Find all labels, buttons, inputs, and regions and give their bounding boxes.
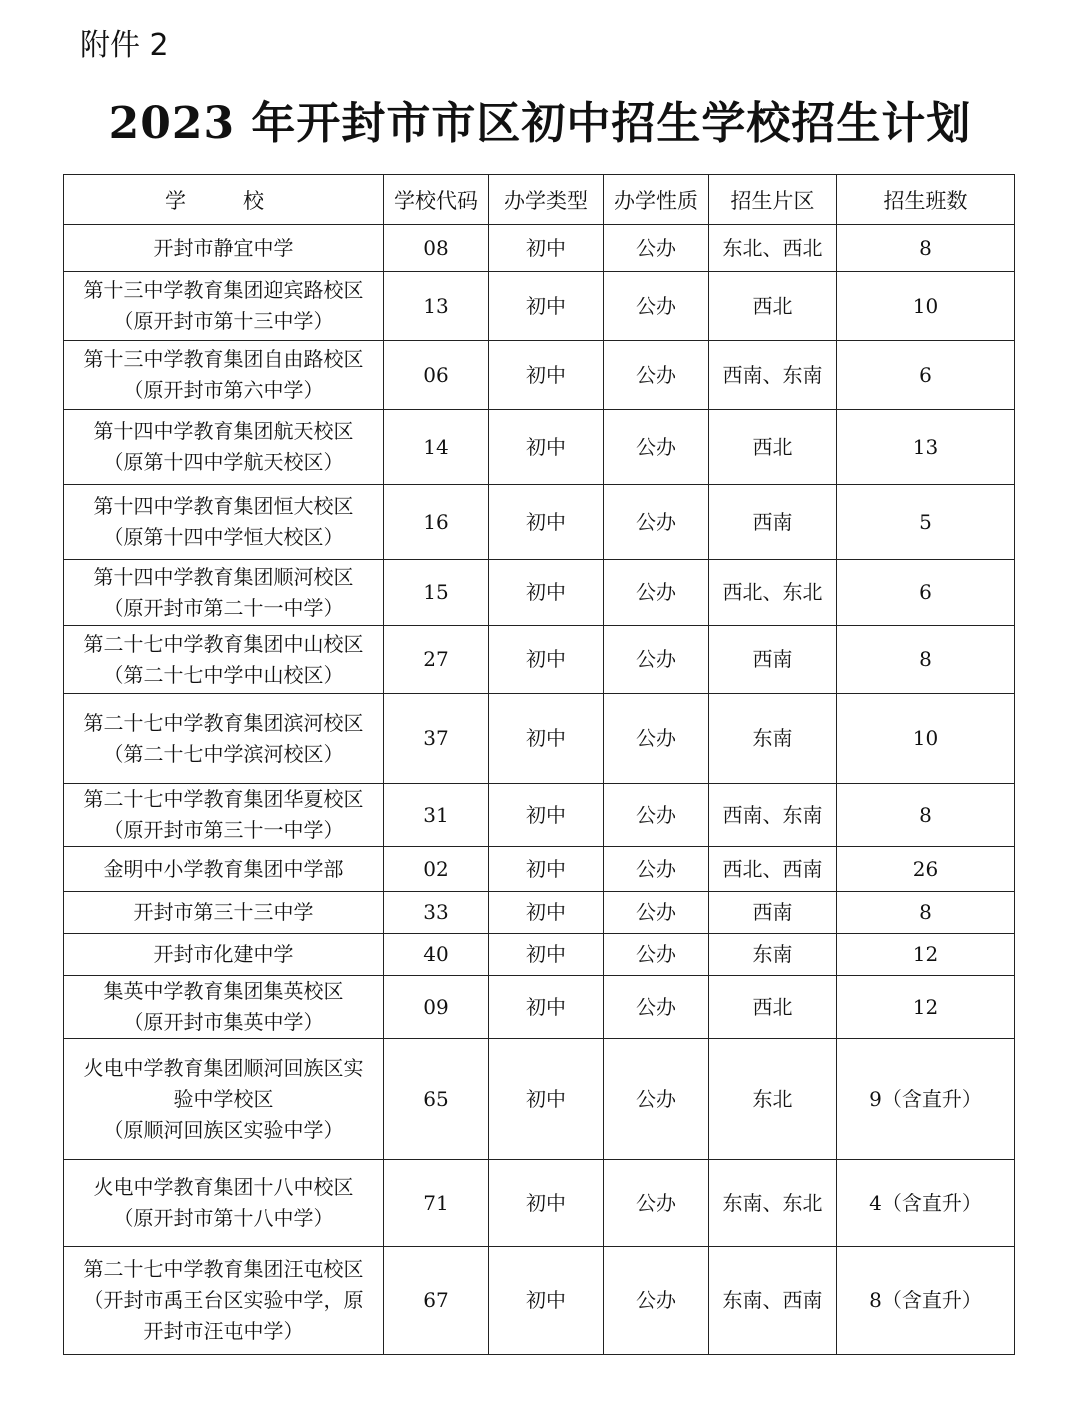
cell-code: 15 (384, 560, 489, 626)
cell-school (64, 847, 384, 892)
column-header-zone: 招生片区 (709, 175, 837, 225)
school-name-line: 集英中学教育集团集英校区 (103, 979, 344, 1003)
school-name-line: （原开封市集英中学） (123, 1010, 324, 1034)
school-name-line: （第二十七中学中山校区） (103, 662, 344, 687)
cell-zone: 东北、西北 (709, 225, 837, 272)
cell-classes: 10 (837, 272, 1015, 341)
cell-school (64, 560, 384, 626)
cell-classes: 6 (837, 560, 1015, 626)
cell-zone: 西北、西南 (709, 847, 837, 892)
cell-school (64, 1039, 384, 1160)
cell-classes: 5 (837, 485, 1015, 560)
cell-school (64, 225, 384, 272)
column-header-code: 学校代码 (384, 175, 489, 225)
cell-code: 40 (384, 934, 489, 976)
school-name-line: 开封市静宜中学 (153, 235, 294, 260)
cell-code: 27 (384, 626, 489, 694)
cell-zone: 西北 (709, 410, 837, 485)
cell-zone: 西南 (709, 892, 837, 934)
cell-classes: 8 (837, 626, 1015, 694)
table-row (64, 784, 1015, 847)
attachment-label: 附件 2 (80, 28, 169, 63)
table-row (64, 560, 1015, 626)
cell-nature: 公办 (604, 560, 709, 626)
cell-classes: 4（含直升） (837, 1160, 1015, 1247)
cell-type: 初中 (489, 892, 604, 934)
cell-classes: 9（含直升） (837, 1039, 1015, 1160)
school-name-line: 火电中学教育集团顺河回族区实 (83, 1055, 364, 1080)
cell-zone: 西南 (709, 626, 837, 694)
cell-classes: 8（含直升） (837, 1247, 1015, 1355)
cell-code: 13 (384, 272, 489, 341)
cell-zone: 东北 (709, 1039, 837, 1160)
table-row (64, 1160, 1015, 1247)
school-name-line: （第二十七中学滨河校区） (103, 741, 344, 766)
cell-school (64, 892, 384, 934)
table-row (64, 976, 1015, 1039)
school-name-line: 开封市汪屯中学） (143, 1319, 304, 1343)
cell-zone: 西南 (709, 485, 837, 560)
cell-school (64, 1160, 384, 1247)
cell-zone: 东南 (709, 934, 837, 976)
table-row (64, 892, 1015, 934)
cell-zone: 东南、西南 (709, 1247, 837, 1355)
cell-classes: 8 (837, 225, 1015, 272)
cell-code: 37 (384, 694, 489, 784)
school-name-line: 第二十七中学教育集团华夏校区 (83, 787, 364, 811)
cell-type: 初中 (489, 1160, 604, 1247)
cell-nature: 公办 (604, 1247, 709, 1355)
table-row (64, 694, 1015, 784)
cell-type: 初中 (489, 1247, 604, 1355)
cell-school (64, 410, 384, 485)
cell-type: 初中 (489, 485, 604, 560)
school-name-line: （原顺河回族区实验中学） (103, 1117, 344, 1142)
cell-school (64, 934, 384, 976)
school-name-line: 第二十七中学教育集团汪屯校区 (83, 1257, 364, 1281)
cell-school (64, 694, 384, 784)
school-name-line: 金明中小学教育集团中学部 (103, 856, 344, 881)
table-row (64, 272, 1015, 341)
cell-classes: 8 (837, 784, 1015, 847)
cell-type: 初中 (489, 1039, 604, 1160)
table-row (64, 410, 1015, 485)
cell-zone: 西北、东北 (709, 560, 837, 626)
cell-nature: 公办 (604, 784, 709, 847)
cell-school (64, 626, 384, 694)
cell-type: 初中 (489, 784, 604, 847)
column-header-type: 办学类型 (489, 175, 604, 225)
table-row (64, 341, 1015, 410)
cell-classes: 26 (837, 847, 1015, 892)
school-name-line: 第十四中学教育集团航天校区 (93, 419, 354, 443)
page-title: 2023 年开封市市区初中招生学校招生计划 (108, 98, 972, 149)
cell-zone: 西南、东南 (709, 784, 837, 847)
cell-type: 初中 (489, 626, 604, 694)
school-name-line: 第二十七中学教育集团滨河校区 (83, 710, 364, 735)
cell-code: 31 (384, 784, 489, 847)
table-row (64, 626, 1015, 694)
cell-code: 08 (384, 225, 489, 272)
cell-classes: 6 (837, 341, 1015, 410)
cell-zone: 西北 (709, 272, 837, 341)
table-row (64, 1039, 1015, 1160)
cell-classes: 8 (837, 892, 1015, 934)
cell-type: 初中 (489, 934, 604, 976)
school-name-line: 开封市第三十三中学 (133, 900, 314, 924)
cell-code: 06 (384, 341, 489, 410)
cell-nature: 公办 (604, 626, 709, 694)
cell-type: 初中 (489, 694, 604, 784)
school-name-line: 第十四中学教育集团恒大校区 (93, 494, 354, 518)
cell-classes: 10 (837, 694, 1015, 784)
school-name-line: （原第十四中学恒大校区） (103, 525, 344, 549)
school-name-line: （原开封市第六中学） (123, 378, 324, 402)
cell-code: 16 (384, 485, 489, 560)
cell-type: 初中 (489, 410, 604, 485)
school-name-line: （开封市禹王台区实验中学，原 (83, 1288, 364, 1312)
school-name-line: 开封市化建中学 (153, 942, 294, 966)
cell-nature: 公办 (604, 934, 709, 976)
cell-nature: 公办 (604, 976, 709, 1039)
table-row (64, 1247, 1015, 1355)
table-header-row (64, 175, 1015, 225)
cell-type: 初中 (489, 847, 604, 892)
school-name-line: 验中学校区 (173, 1086, 274, 1111)
school-name-line: （原第十四中学航天校区） (103, 450, 344, 474)
cell-school (64, 784, 384, 847)
cell-zone: 西南、东南 (709, 341, 837, 410)
cell-nature: 公办 (604, 485, 709, 560)
cell-type: 初中 (489, 272, 604, 341)
table-row (64, 225, 1015, 272)
column-header-nature: 办学性质 (604, 175, 709, 225)
cell-school (64, 485, 384, 560)
cell-type: 初中 (489, 976, 604, 1039)
cell-type: 初中 (489, 225, 604, 272)
cell-nature: 公办 (604, 272, 709, 341)
school-name-line: 第二十七中学教育集团中山校区 (83, 631, 364, 656)
cell-classes: 12 (837, 976, 1015, 1039)
cell-nature: 公办 (604, 341, 709, 410)
school-name-line: （原开封市第十三中学） (113, 309, 334, 333)
cell-nature: 公办 (604, 225, 709, 272)
cell-type: 初中 (489, 560, 604, 626)
school-name-line: （原开封市第二十一中学） (103, 595, 344, 620)
cell-code: 67 (384, 1247, 489, 1355)
school-name-line: 火电中学教育集团十八中校区 (93, 1175, 354, 1199)
school-name-line: 第十三中学教育集团迎宾路校区 (83, 278, 364, 302)
cell-classes: 13 (837, 410, 1015, 485)
cell-school (64, 976, 384, 1039)
enrollment-plan-table (63, 174, 1015, 1355)
cell-school (64, 272, 384, 341)
cell-school (64, 1247, 384, 1355)
school-name-line: 第十三中学教育集团自由路校区 (83, 347, 364, 371)
school-name-line: （原开封市第三十一中学） (103, 818, 344, 842)
cell-school (64, 341, 384, 410)
cell-classes: 12 (837, 934, 1015, 976)
cell-nature: 公办 (604, 694, 709, 784)
cell-nature: 公办 (604, 847, 709, 892)
cell-zone: 东南 (709, 694, 837, 784)
table-row (64, 485, 1015, 560)
cell-code: 14 (384, 410, 489, 485)
cell-code: 09 (384, 976, 489, 1039)
school-name-line: 第十四中学教育集团顺河校区 (93, 564, 354, 589)
cell-code: 02 (384, 847, 489, 892)
cell-zone: 西北 (709, 976, 837, 1039)
cell-code: 71 (384, 1160, 489, 1247)
cell-nature: 公办 (604, 410, 709, 485)
cell-nature: 公办 (604, 1039, 709, 1160)
column-header-classes: 招生班数 (837, 175, 1015, 225)
school-name-line: （原开封市第十八中学） (113, 1206, 334, 1230)
cell-nature: 公办 (604, 1160, 709, 1247)
column-header-school: 学 校 (64, 175, 384, 225)
table-row (64, 847, 1015, 892)
cell-code: 33 (384, 892, 489, 934)
table-row (64, 934, 1015, 976)
cell-zone: 东南、东北 (709, 1160, 837, 1247)
cell-type: 初中 (489, 341, 604, 410)
cell-nature: 公办 (604, 892, 709, 934)
cell-code: 65 (384, 1039, 489, 1160)
